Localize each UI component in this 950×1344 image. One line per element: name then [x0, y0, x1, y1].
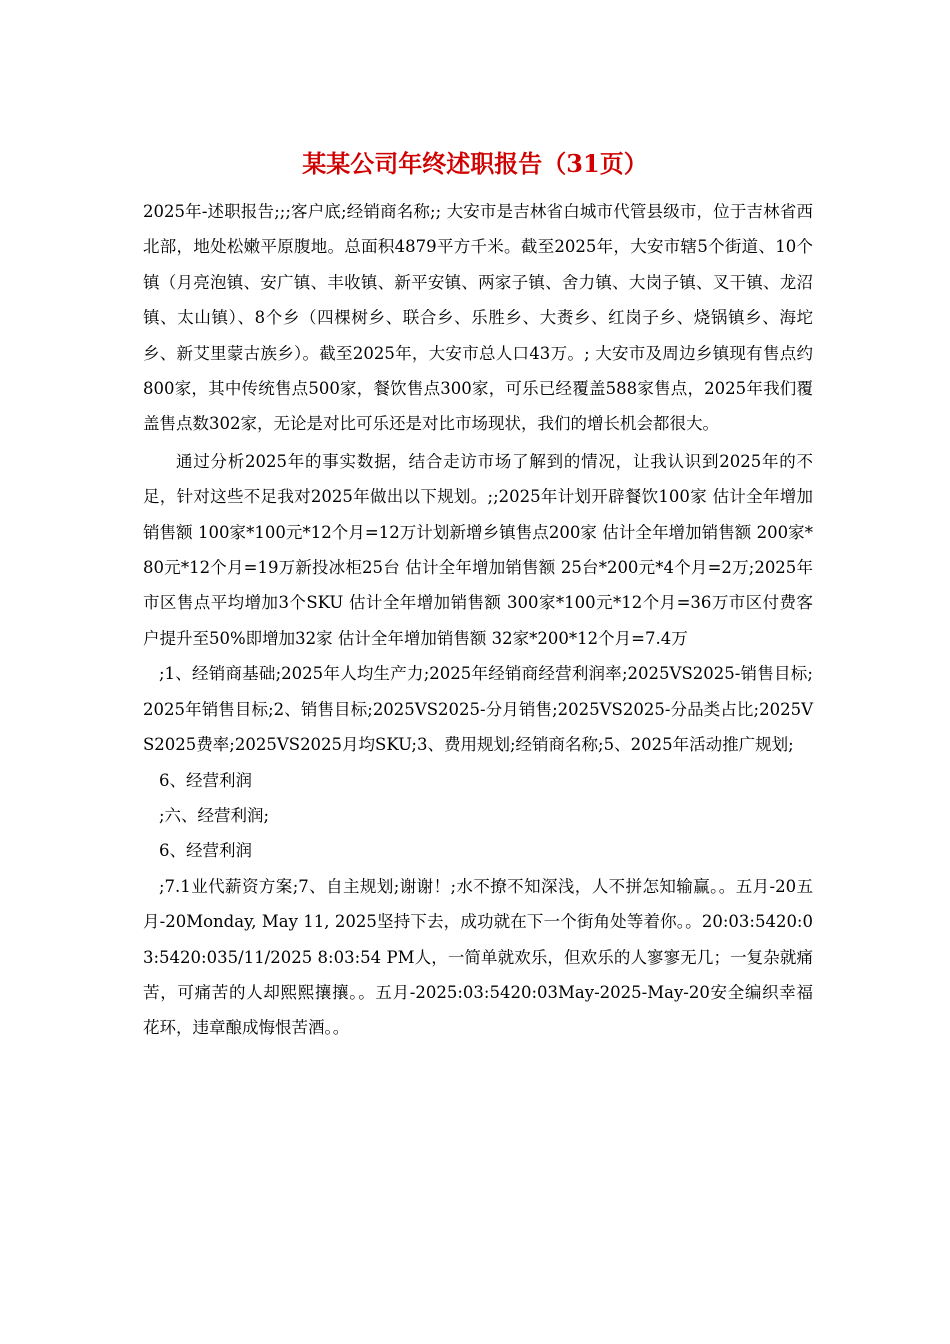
- paragraph-heading-profit-1: 6、经营利润: [159, 770, 252, 790]
- paragraph-intro: 2025年-述职报告;;;客户底;经销商名称;; 大安市是吉林省白城市代管县级市，位于吉林省西北部，地处松嫩平原腹地。总面积4879平方千米。截至2025年，大安市辖5个街道、10个镇（月亮泡镇、安广镇、丰收镇、新平安镇、两家子镇、舍力镇、大岗子镇、叉干镇、龙沼镇、太山镇）、8个乡（四棵树乡、联合乡、乐胜乡、大赉乡、红岗子乡、烧锅镇乡、海坨乡、新艾里蒙古族乡）。截至2025年，大安市总人口43万。; 大安市及周边乡镇现有售点约800家，其中传统售点500家，餐饮售点300家，可乐已经覆盖588家售点，2025年我们覆盖售点数302家，无论是对比可乐还是对比市场现状，我们的增长机会都很大。: [143, 202, 813, 434]
- document-body: [143, 194, 813, 1046]
- paragraph-heading-profit-2: ;六、经营利润;: [159, 805, 270, 825]
- paragraph-heading-profit-3: 6、经营利润: [159, 841, 252, 861]
- paragraph-closing: ;7.1业代薪资方案;7、自主规划;谢谢！;水不撩不知深浅，人不拼怎知输赢。。五月-20五月-20Monday, May 11, 2025坚持下去，成功就在下一个街角处等着你。。20:03:5420:03:5420:035/11/2025 8:03:54 PM人，一简单就欢乐，但欢乐的人寥寥无几；一复杂就痛苦，可痛苦的人却熙熙攘攘。。五月-2025:03:5420:03May-2025-May-20安全编织幸福花环，违章酿成悔恨苦酒。。: [143, 876, 813, 1038]
- paragraph-plan: 通过分析2025年的事实数据，结合走访市场了解到的情况，让我认识到2025年的不足，针对这些不足我对2025年做出以下规划。;;2025年计划开辟餐饮100家 估计全年增加销售额 100家*100元*12个月=12万计划新增乡镇售点200家 估计全年增加销售额 200家*80元*12个月=19万新投冰柜25台 估计全年增加销售额 25台*200元*4个月=2万;2025年市区售点平均增加3个SKU 估计全年增加销售额 300家*100元*12个月=36万市区付费客户提升至50%即增加32家 估计全年增加销售额 32家*200*12个月=7.4万: [143, 451, 813, 648]
- document-title: 某某公司年终述职报告（31页）: [302, 149, 648, 178]
- paragraph-outline: ;1、经销商基础;2025年人均生产力;2025年经销商经营利润率;2025VS2025-销售目标;2025年销售目标;2、销售目标;2025VS2025-分月销售;2025VS2025-分品类占比;2025VS2025费率;2025VS2025月均SKU;3、费用规划;经销商名称;5、2025年活动推广规划;: [143, 664, 813, 755]
